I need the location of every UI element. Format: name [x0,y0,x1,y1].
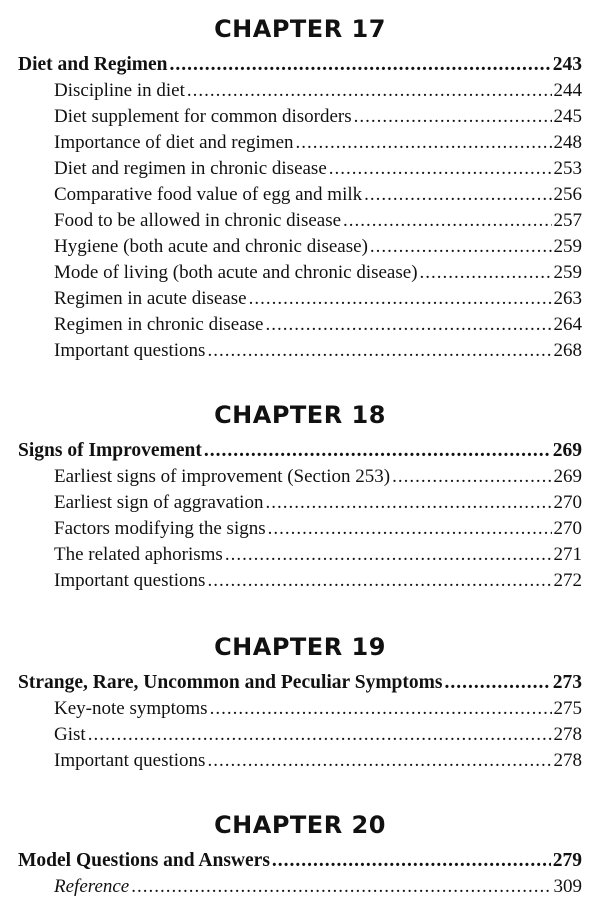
entry-label: Comparative food value of egg and milk [54,184,363,205]
toc-main-entry [18,848,582,874]
page-number: 270 [553,518,582,539]
dot-leader [354,104,552,130]
toc-entry [18,260,582,286]
entry-label: Important questions [54,340,206,361]
dot-leader [207,568,551,594]
dot-leader [265,490,551,516]
page-number: 271 [553,544,582,565]
toc-main-entry [18,438,582,464]
dot-leader [88,722,552,748]
entry-label: Gist [54,724,86,745]
entry-label: Strange, Rare, Uncommon and Peculiar Symptoms [18,672,443,693]
toc-entry [18,208,582,234]
toc-entry [18,104,582,130]
dot-leader [272,848,551,874]
toc-entry [18,568,582,594]
dot-leader [170,52,551,78]
dot-leader [420,260,552,286]
entry-label: Diet and regimen in chronic disease [54,158,327,179]
dot-leader [187,78,552,104]
entry-label: Diet supplement for common disorders [54,106,352,127]
toc-entry [18,78,582,104]
entry-label: Earliest sign of aggravation [54,492,264,513]
page-number: 256 [553,184,582,205]
toc-entry [18,286,582,312]
page-number: 278 [553,724,582,745]
chapter-19-section [18,630,582,774]
toc-entry [18,490,582,516]
chapter-title: CHAPTER 19 [214,633,386,661]
page-number: 253 [553,158,582,179]
page-number: 244 [553,80,582,101]
toc-entry [18,516,582,542]
toc-entry [18,156,582,182]
toc-entry [18,748,582,774]
page-number: 259 [553,262,582,283]
chapter-20-section [18,808,582,900]
dot-leader [204,438,551,464]
dot-leader [225,542,552,568]
dot-leader [210,696,552,722]
page-number: 263 [553,288,582,309]
toc-entry [18,338,582,364]
dot-leader [296,130,552,156]
dot-leader [329,156,552,182]
page-number: 275 [553,698,582,719]
toc-main-entry [18,670,582,696]
dot-leader [364,182,551,208]
entry-label: Regimen in acute disease [54,288,247,309]
entry-label: Signs of Improvement [18,440,202,461]
toc-entry [18,542,582,568]
dot-leader [131,874,551,900]
toc-entry [18,874,582,900]
entry-label: Key-note symptoms [54,698,208,719]
page-number: 243 [552,54,582,75]
chapter-title: CHAPTER 17 [214,15,386,43]
dot-leader [370,234,552,260]
entry-label: Mode of living (both acute and chronic disease) [54,262,418,283]
toc-entry [18,722,582,748]
dot-leader [392,464,551,490]
chapter-18-section [18,398,582,594]
page-number: 270 [553,492,582,513]
page-number: 269 [552,440,582,461]
entry-label: Important questions [54,750,206,771]
dot-leader [268,516,552,542]
toc-entry [18,234,582,260]
dot-leader [249,286,552,312]
dot-leader [444,670,550,696]
dot-leader [343,208,551,234]
toc-entry [18,464,582,490]
page-number: 269 [553,466,582,487]
page-number: 264 [553,314,582,335]
toc-entry [18,696,582,722]
entry-label: Important questions [54,570,206,591]
entry-label: Importance of diet and regimen [54,132,294,153]
entry-label: Model Questions and Answers [18,850,270,871]
toc-entry [18,130,582,156]
entry-label: Diet and Regimen [18,54,168,75]
entry-label: The related aphorisms [54,544,223,565]
chapter-title: CHAPTER 20 [214,811,386,839]
toc-entry [18,182,582,208]
toc-entry [18,312,582,338]
entry-label: Food to be allowed in chronic disease [54,210,342,231]
entry-label: Hygiene (both acute and chronic disease) [54,236,368,257]
entry-label: Earliest signs of improvement (Section 253) [54,466,391,487]
page-number: 272 [553,570,582,591]
dot-leader [207,748,551,774]
page-number: 278 [553,750,582,771]
page-number: 279 [552,850,582,871]
dot-leader [207,338,551,364]
toc-main-entry [18,52,582,78]
entry-label: Regimen in chronic disease [54,314,264,335]
page-number: 268 [553,340,582,361]
page-number: 273 [552,672,582,693]
page-number: 257 [553,210,582,231]
chapter-17-section [18,12,582,364]
entry-label: Discipline in diet [54,80,185,101]
page-number: 259 [553,236,582,257]
dot-leader [265,312,551,338]
entry-label: Factors modifying the signs [54,518,266,539]
entry-label: Reference [54,876,130,897]
page-number: 309 [553,876,582,897]
page-number: 248 [553,132,582,153]
page-number: 245 [553,106,582,127]
chapter-title: CHAPTER 18 [214,401,386,429]
